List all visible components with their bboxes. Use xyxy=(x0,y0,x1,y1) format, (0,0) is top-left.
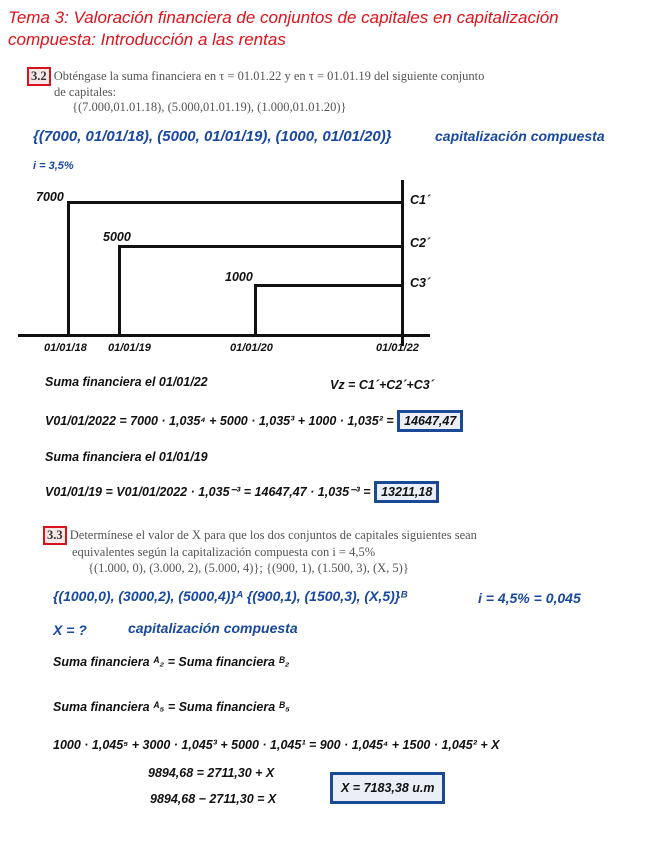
equation-text: V01/01/19 = V01/01/2022 · 1,035⁻³ = 14647,47 · 1,035⁻³ = xyxy=(45,485,371,499)
exercise-3-3-statement xyxy=(43,526,477,545)
date-label: 01/01/19 xyxy=(108,342,151,354)
date-label: 01/01/20 xyxy=(230,342,273,354)
hand-method: capitalización compuesta xyxy=(128,620,298,636)
statement-text: Obténgase la suma financiera en τ = 01.01.22 y en τ = 01.01.19 del siguiente conjunto xyxy=(53,69,485,83)
time-axis xyxy=(18,334,430,337)
equation-1: Suma financiera ᴬ₂ = Suma financiera ᴮ₂ xyxy=(53,655,290,669)
hand-method: capitalización compuesta xyxy=(435,128,605,144)
x-result-box: X = 7183,38 u.m xyxy=(330,772,445,804)
topic-title-line2: compuesta: Introducción a las rentas xyxy=(8,30,286,49)
amount-label: 5000 xyxy=(103,230,131,244)
date-label: 01/01/18 xyxy=(44,342,87,354)
statement-text-2: equivalentes según la capitalización compuesta con i = 4,5% xyxy=(72,545,376,559)
statement-text-2: de capitales: xyxy=(54,85,117,99)
interest-rate: i = 3,5% xyxy=(33,160,74,172)
cap-label: C1´ xyxy=(410,193,431,207)
capital-bar-3 xyxy=(254,284,257,336)
capital-bar-1 xyxy=(67,201,70,336)
capital-line-2 xyxy=(118,245,403,248)
amount-label: 1000 xyxy=(225,270,253,284)
v19-result-box: 13211,18 xyxy=(374,481,439,503)
equation-5: 9894,68 − 2711,30 = X xyxy=(150,792,277,806)
exercise-number-badge: 3.3 xyxy=(43,526,67,545)
value-formula: Vz = C1´+C2´+C3´ xyxy=(330,378,434,392)
statement-text: Determínese el valor de X para que los dos conjuntos de capitales siguientes sean xyxy=(69,528,477,542)
equation-text: V01/01/2022 = 7000 · 1,035⁴ + 5000 · 1,035³ + 1000 · 1,035² = xyxy=(45,414,394,428)
date-label: 01/01/22 xyxy=(376,342,419,354)
equation-2: Suma financiera ᴬ₅ = Suma financiera ᴮ₅ xyxy=(53,700,290,714)
capital-set: {(7.000,01.01.18), (5.000,01.01.19), (1.000,01.01.20)} xyxy=(72,100,347,114)
v22-result-box: 14647,47 xyxy=(397,410,463,432)
capital-line-1 xyxy=(67,201,403,204)
cap-label: C3´ xyxy=(410,276,431,290)
v22-equation xyxy=(45,414,463,428)
amount-label: 7000 xyxy=(36,190,64,204)
exercise-number-badge: 3.2 xyxy=(27,67,51,86)
hand-capital-sets: {(1000,0), (3000,2), (5000,4)}ᴬ {(900,1), (1500,3), (X,5)}ᴮ xyxy=(53,588,408,604)
sum-19-label: Suma financiera el 01/01/19 xyxy=(45,450,208,464)
equation-4: 9894,68 = 2711,30 + X xyxy=(148,766,275,780)
capital-line-3 xyxy=(254,284,403,287)
v19-equation xyxy=(45,484,439,499)
cap-label: C2´ xyxy=(410,236,431,250)
valuation-date-line xyxy=(401,180,404,346)
hand-capital-set: {(7000, 01/01/18), (5000, 01/01/19), (1000, 01/01/20)} xyxy=(33,128,392,145)
capital-bar-2 xyxy=(118,245,121,336)
unknown-x: X = ? xyxy=(53,622,87,638)
topic-title-line1: Tema 3: Valoración financiera de conjuntos de capitales en capitalización xyxy=(8,8,559,27)
capital-sets: {(1.000, 0), (3.000, 2), (5.000, 4)}; {(900, 1), (1.500, 3), (X, 5)} xyxy=(88,561,409,575)
exercise-3-2-statement xyxy=(27,67,484,86)
sum-22-label: Suma financiera el 01/01/22 xyxy=(45,375,208,389)
equation-3: 1000 · 1,045⁵ + 3000 · 1,045³ + 5000 · 1,045¹ = 900 · 1,045⁴ + 1500 · 1,045² + X xyxy=(53,738,500,752)
interest-rate: i = 4,5% = 0,045 xyxy=(478,590,581,606)
